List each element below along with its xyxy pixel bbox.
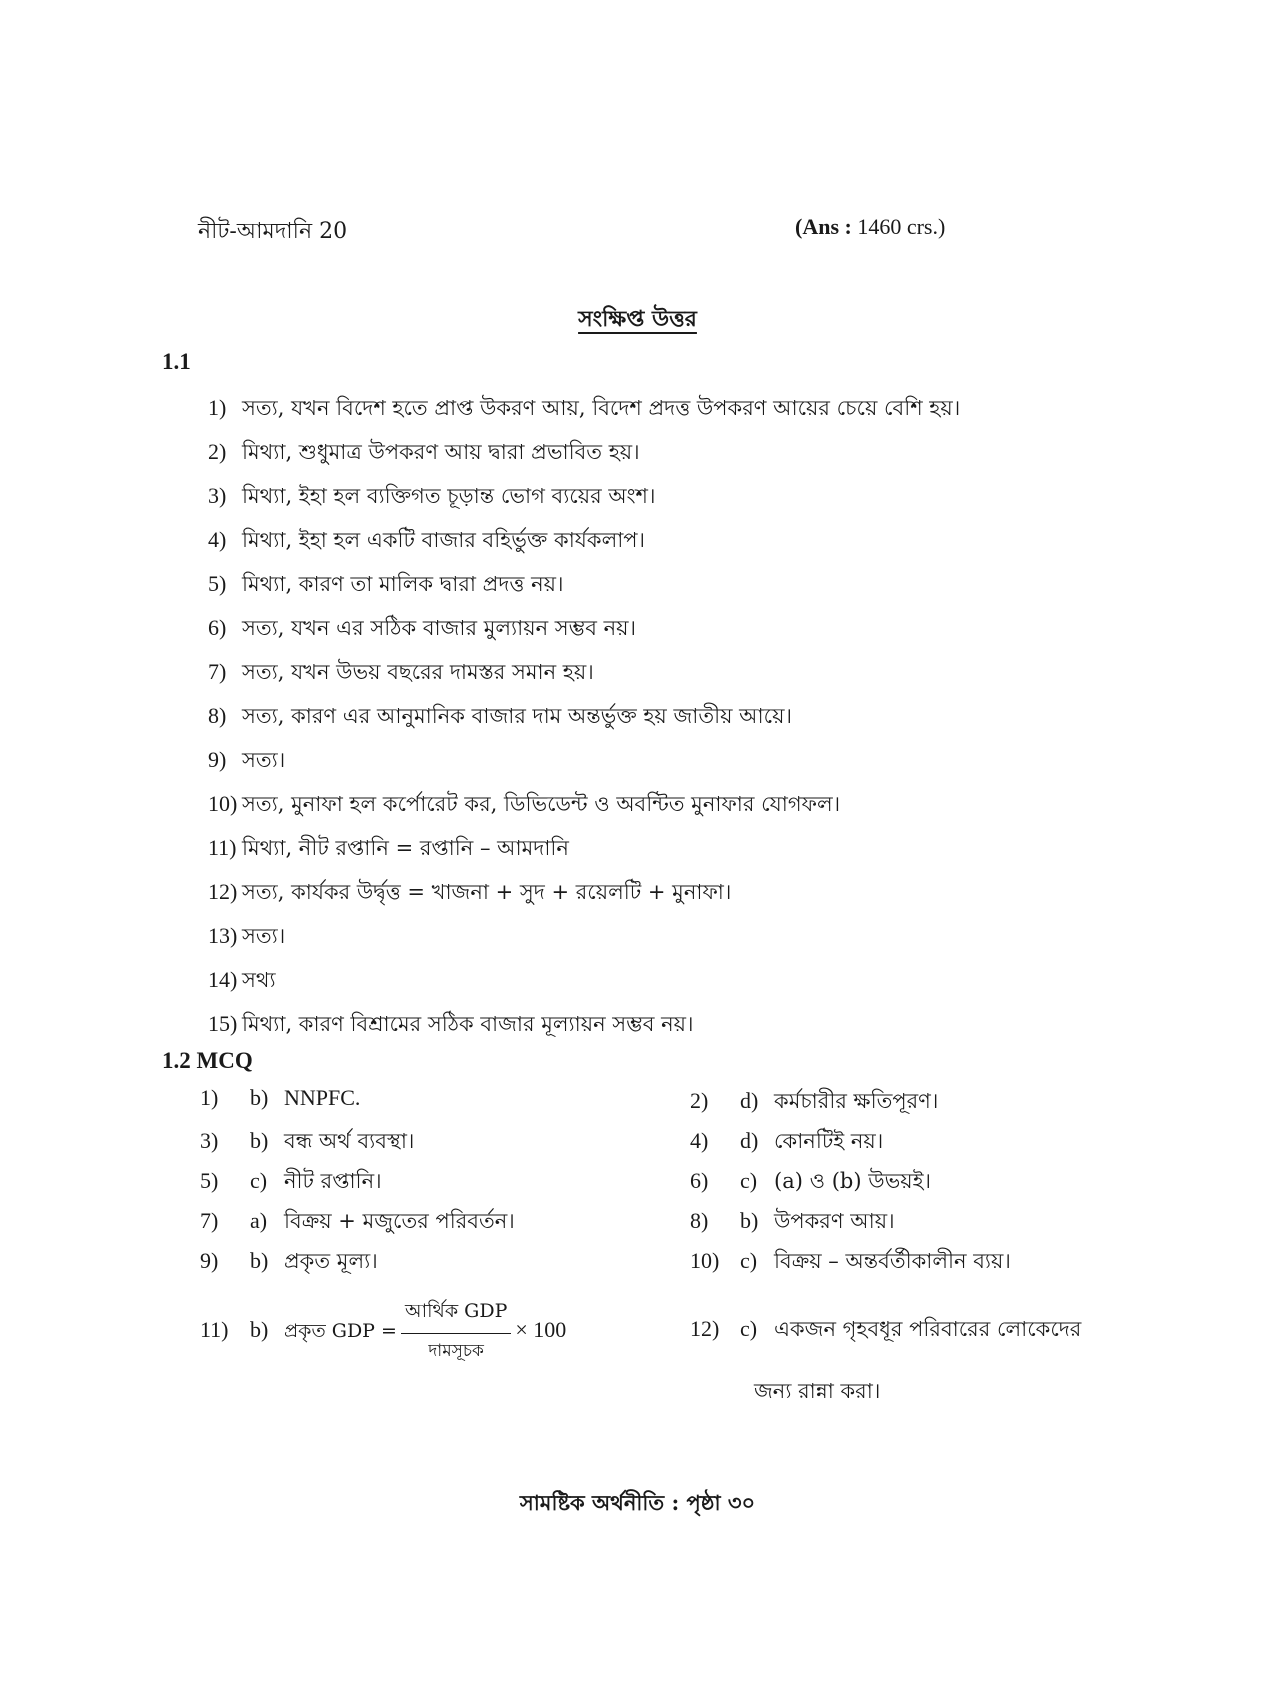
mcq-option: b) xyxy=(740,1208,759,1233)
mcq-answer: উপকরণ আয়। xyxy=(774,1209,895,1233)
list-item xyxy=(208,650,960,694)
heading-text: সংক্ষিপ্ত উত্তর xyxy=(578,306,697,332)
item-number: 11) xyxy=(208,835,237,860)
item-number: 12) xyxy=(208,879,238,904)
mcq-answer: বিক্রয় + মজুতের পরিবর্তন। xyxy=(284,1209,515,1233)
mcq-item xyxy=(200,1085,360,1111)
list-item xyxy=(208,606,960,650)
mcq-number: 5) xyxy=(200,1168,219,1193)
mcq-option: d) xyxy=(740,1128,759,1153)
item-number: 8) xyxy=(208,703,227,728)
list-item xyxy=(208,694,960,738)
mcq-answer: বিক্রয় – অন্তর্বর্তীকালীন ব্যয়। xyxy=(774,1249,1011,1273)
mcq-number: 1) xyxy=(200,1085,219,1110)
item-number: 1) xyxy=(208,395,227,420)
item-text: সত্য, মুনাফা হল কর্পোরেট কর, ডিভিডেন্ট ও অবন্টিত মুনাফার যোগফল। xyxy=(242,792,841,816)
mcq-item xyxy=(690,1205,895,1240)
mcq-number: 9) xyxy=(200,1248,219,1273)
gdp-fraction xyxy=(401,1297,511,1366)
item-text: সত্য, যখন এর সঠিক বাজার মুল্যায়ন সম্ভব নয়। xyxy=(242,616,637,640)
item-number: 10) xyxy=(208,791,238,816)
answer-value: 1460 crs.) xyxy=(851,214,946,239)
page-footer: সামষ্টিক অর্থনীতি : পৃষ্ঠা ৩০ xyxy=(519,1490,756,1515)
formula-suffix: × 100 xyxy=(515,1317,567,1342)
list-item xyxy=(208,386,960,430)
item-number: 7) xyxy=(208,659,227,684)
item-text: মিথ্যা, কারণ তা মালিক দ্বারা প্রদত্ত নয়। xyxy=(242,572,564,596)
mcq-item xyxy=(690,1313,1081,1348)
mcq-option: c) xyxy=(740,1316,758,1341)
mcq-option: b) xyxy=(250,1085,269,1110)
list-item xyxy=(208,782,960,826)
mcq-option: b) xyxy=(250,1317,269,1342)
item-number: 14) xyxy=(208,967,238,992)
mcq-answer: কোনটিই নয়। xyxy=(774,1129,884,1153)
list-item xyxy=(208,518,960,562)
item-number: 2) xyxy=(208,439,227,464)
list-item xyxy=(208,1002,960,1046)
item-text: সত্য, কার্যকর উর্দ্বৃত্ত = খাজনা + সুদ + রয়েলটি + মুনাফা। xyxy=(242,880,732,904)
item-number: 9) xyxy=(208,747,227,772)
fraction-denominator: দামসূচক xyxy=(428,1341,484,1361)
item-number: 13) xyxy=(208,923,238,948)
mcq-item xyxy=(200,1245,378,1280)
list-item xyxy=(208,474,960,518)
mcq-number: 3) xyxy=(200,1128,219,1153)
mcq-item xyxy=(690,1165,931,1200)
mcq-option: d) xyxy=(740,1088,759,1113)
item-number: 15) xyxy=(208,1011,238,1036)
mcq-number: 11) xyxy=(200,1317,229,1342)
item-text: সত্য, যখন উভয় বছরের দামস্তর সমান হয়। xyxy=(242,660,594,684)
item-text: সত্য, যখন বিদেশ হতে প্রাপ্ত উকরণ আয়, বিদেশ প্রদত্ত উপকরণ আয়ের চেয়ে বেশি হয়। xyxy=(242,396,961,420)
mcq-number: 2) xyxy=(690,1088,709,1113)
section-2-label: 1.2 MCQ xyxy=(162,1048,253,1073)
mcq-option: c) xyxy=(740,1248,758,1273)
item-text: সত্য। xyxy=(242,924,286,948)
mcq-number: 6) xyxy=(690,1168,709,1193)
mcq-number: 7) xyxy=(200,1208,219,1233)
answer-label: (Ans : xyxy=(795,214,852,239)
item-text: মিথ্যা, শুধুমাত্র উপকরণ আয় দ্বারা প্রভাবিত হয়। xyxy=(242,440,640,464)
mcq-option: c) xyxy=(250,1168,268,1193)
mcq-option: c) xyxy=(740,1168,758,1193)
item-number: 3) xyxy=(208,483,227,508)
mcq-item xyxy=(690,1125,883,1160)
item-text: মিথ্যা, ইহা হল ব্যক্তিগত চূড়ান্ত ভোগ ব্যয়ের অংশ। xyxy=(242,484,656,508)
item-text: সত্য। xyxy=(242,748,286,772)
mcq-answer: নীট রপ্তানি। xyxy=(284,1169,382,1193)
list-item xyxy=(208,826,960,870)
mcq-item xyxy=(200,1297,566,1366)
list-item xyxy=(208,914,960,958)
mcq-item xyxy=(690,1245,1011,1280)
item-text: সথ্য xyxy=(242,968,276,992)
header-answer xyxy=(795,214,945,240)
list-item xyxy=(208,430,960,474)
item-number: 4) xyxy=(208,527,227,552)
mcq-number: 12) xyxy=(690,1316,720,1341)
mcq-number: 10) xyxy=(690,1248,720,1273)
item-number: 5) xyxy=(208,571,227,596)
mcq-item xyxy=(200,1125,414,1160)
list-item xyxy=(208,562,960,606)
mcq-number: 4) xyxy=(690,1128,709,1153)
mcq-item xyxy=(200,1205,515,1240)
true-false-answer-list xyxy=(208,386,960,1046)
item-text: সত্য, কারণ এর আনুমানিক বাজার দাম অন্তর্ভুক্ত হয় জাতীয় আয়ে। xyxy=(242,704,792,728)
mcq-answer: একজন গৃহবধূর পরিবারের লোকেদের xyxy=(774,1317,1082,1341)
formula-prefix: প্রকৃত GDP = xyxy=(284,1320,397,1342)
item-text: মিথ্যা, ইহা হল একটি বাজার বহির্ভুক্ত কার্যকলাপ। xyxy=(242,528,646,552)
header-left-text: নীট-আমদানি 20 xyxy=(198,219,348,244)
mcq-answer: NNPFC. xyxy=(284,1085,361,1110)
mcq-answer: (a) ও (b) উভয়ই। xyxy=(774,1169,932,1193)
fraction-numerator: আর্থিক GDP xyxy=(401,1297,511,1334)
list-item xyxy=(208,870,960,914)
mcq-number: 8) xyxy=(690,1208,709,1233)
item-text: মিথ্যা, কারণ বিশ্রামের সঠিক বাজার মূল্যায়ন সম্ভব নয়। xyxy=(242,1012,694,1036)
mcq-answer: প্রকৃত মূল্য। xyxy=(284,1249,378,1273)
section-heading xyxy=(0,302,1275,339)
mcq-option: b) xyxy=(250,1128,269,1153)
mcq-option: b) xyxy=(250,1248,269,1273)
mcq-option: a) xyxy=(250,1208,268,1233)
mcq-item xyxy=(200,1165,382,1200)
item-text: মিথ্যা, নীট রপ্তানি = রপ্তানি – আমদানি xyxy=(242,836,569,860)
mcq-item xyxy=(690,1085,938,1120)
mcq-answer-continued: জন্য রান্না করা। xyxy=(754,1379,881,1403)
mcq-answer: বন্ধ অর্থ ব্যবস্থা। xyxy=(284,1129,415,1153)
section-1-label: 1.1 xyxy=(162,349,191,374)
mcq-answer: কর্মচারীর ক্ষতিপূরণ। xyxy=(774,1089,939,1113)
item-number: 6) xyxy=(208,615,227,640)
list-item xyxy=(208,738,960,782)
list-item xyxy=(208,958,960,1002)
